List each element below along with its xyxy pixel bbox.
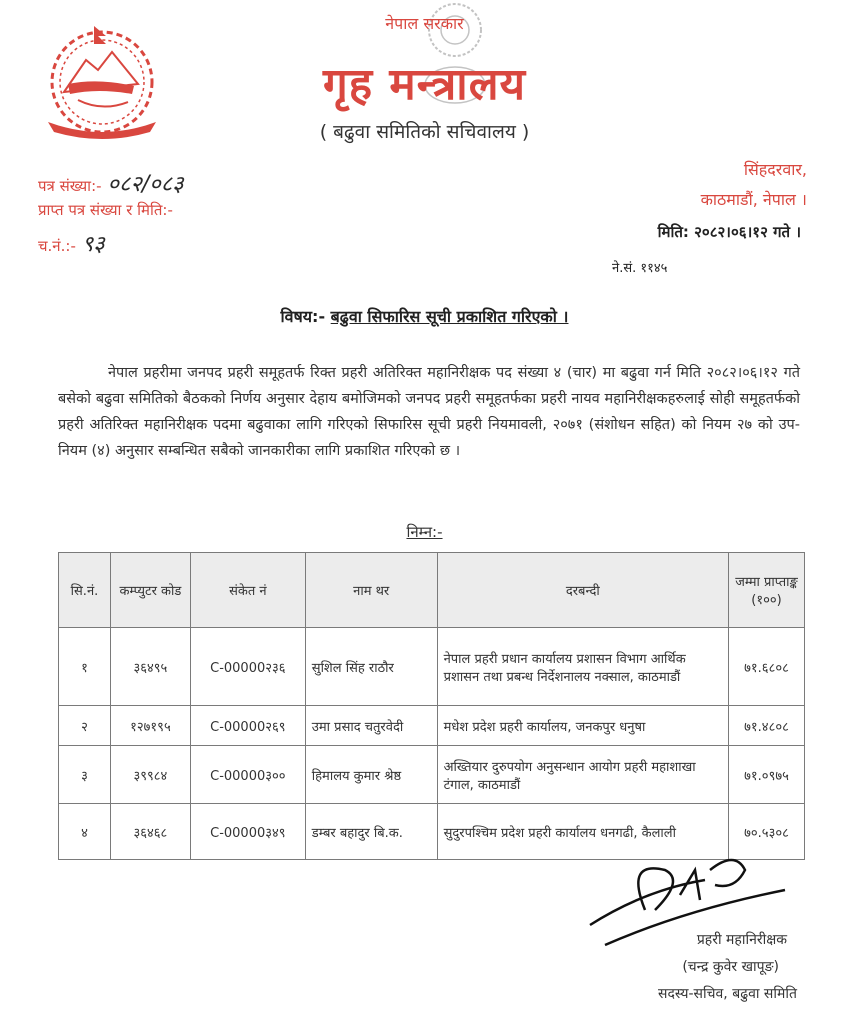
cell-serial: १ — [59, 628, 111, 706]
signatory-title: प्रहरी महानिरीक्षक — [696, 932, 787, 948]
cell-serial: ४ — [59, 804, 111, 860]
cell-serial: ३ — [59, 746, 111, 804]
cell-name: हिमालय कुमार श्रेष्ठ — [305, 746, 437, 804]
received-letter-label: प्राप्त पत्र संख्या र मिति:- — [38, 201, 173, 219]
cell-score: ७१.०९७५ — [729, 746, 805, 804]
cell-computer-code: ३६४९५ — [110, 628, 190, 706]
letter-number-value: ०८२/०८३ — [107, 172, 184, 197]
header-computer-code: कम्प्युटर कोड — [110, 553, 190, 628]
header-total-score: जम्मा प्राप्ताङ्क (१००) — [729, 553, 805, 628]
table-row — [59, 746, 805, 804]
dispatch-number-value: ९३ — [81, 232, 105, 257]
signatory-name: (चन्द्र कुवेर खापूङ) — [682, 959, 779, 975]
letter-date: मिति: २०८२।०६।१२ गते । — [657, 223, 801, 241]
subject-text: बढुवा सिफारिस सूची प्रकाशित गरिएको । — [330, 307, 569, 326]
cell-score: ७१.६८०८ — [729, 628, 805, 706]
cell-name: सुशिल सिंह राठौर — [305, 628, 437, 706]
body-paragraph — [58, 360, 800, 464]
cell-computer-code: १२७१९५ — [110, 706, 190, 746]
letter-number-label: पत्र संख्या:- — [38, 177, 102, 195]
government-name: नेपाल सरकार — [385, 14, 464, 33]
table-header-row — [59, 553, 805, 628]
dispatch-number-label: च.नं.:- — [38, 237, 76, 255]
address-line-2: काठमाडौं, नेपाल । — [700, 190, 807, 209]
cell-name: उमा प्रसाद चतुरवेदी — [305, 706, 437, 746]
subject-line — [0, 305, 849, 327]
cell-symbol-no: C-00000३४९ — [190, 804, 305, 860]
address-line-1: सिंहदरवार, — [743, 160, 807, 179]
ministry-title: गृह मन्त्रालय — [322, 59, 527, 110]
table-row — [59, 706, 805, 746]
dispatch-number-row — [38, 228, 105, 258]
cell-post: अख्तियार दुरुपयोग अनुसन्धान आयोग प्रहरी महाशाखा टंगाल, काठमाडौं — [437, 746, 728, 804]
cell-post: सुदुरपश्चिम प्रदेश प्रहरी कार्यालय धनगढी, कैलाली — [437, 804, 728, 860]
body-text: नेपाल प्रहरीमा जनपद प्रहरी समूहतर्फ रिक्त प्रहरी अतिरिक्त महानिरीक्षक पद संख्या ४ (चार) मा बढुवा गर्न मिति २०८२।०६।१२ गते बसेको बढुवा समितिको बैठकको निर्णय अनुसार देहाय बमोजिमको जनपद प्रहरी समूहतर्फका प्रहरी नायव महानिरीक्षकहरुलाई सोही समूहतर्फको प्रहरी अतिरिक्त महानिरीक्षक पदमा बढुवाका लागि गरिएको सिफारिस सूची प्रहरी नियमावली, २०७१ (संशोधन सहित) को नियम २७ को उप-नियम (४) अनुसार सम्बन्धित सबैको जानकारीका लागि प्रकाशित गरिएको छ । — [58, 365, 800, 459]
cell-score: ७१.४८०८ — [729, 706, 805, 746]
nepal-sambat: ने.सं. ११४५ — [612, 261, 668, 276]
cell-post: मधेश प्रदेश प्रहरी कार्यालय, जनकपुर धनुषा — [437, 706, 728, 746]
header-post: दरबन्दी — [437, 553, 728, 628]
header-name: नाम थर — [305, 553, 437, 628]
letter-number-row — [38, 168, 184, 198]
cell-symbol-no: C-00000३०० — [190, 746, 305, 804]
table-title: निम्न:- — [406, 523, 443, 541]
subject-label: विषय:- — [280, 307, 326, 326]
cell-serial: २ — [59, 706, 111, 746]
cell-score: ७०.५३०८ — [729, 804, 805, 860]
cell-post: नेपाल प्रहरी प्रधान कार्यालय प्रशासन विभाग आर्थिक प्रशासन तथा प्रबन्ध निर्देशनालय नक्साल, काठमाडौं — [437, 628, 728, 706]
promotion-list-table — [58, 552, 805, 860]
cell-computer-code: ३९९८४ — [110, 746, 190, 804]
cell-computer-code: ३६४६८ — [110, 804, 190, 860]
cell-symbol-no: C-00000२३६ — [190, 628, 305, 706]
table-row — [59, 628, 805, 706]
cell-symbol-no: C-00000२६९ — [190, 706, 305, 746]
header-symbol-no: संकेत नं — [190, 553, 305, 628]
cell-name: डम्बर बहादुर बि.क. — [305, 804, 437, 860]
header-serial: सि.नं. — [59, 553, 111, 628]
signatory-role: सदस्य-सचिव, बढुवा समिति — [658, 986, 797, 1002]
secretariat-subtitle: ( बढुवा समितिको सचिवालय ) — [319, 121, 530, 143]
